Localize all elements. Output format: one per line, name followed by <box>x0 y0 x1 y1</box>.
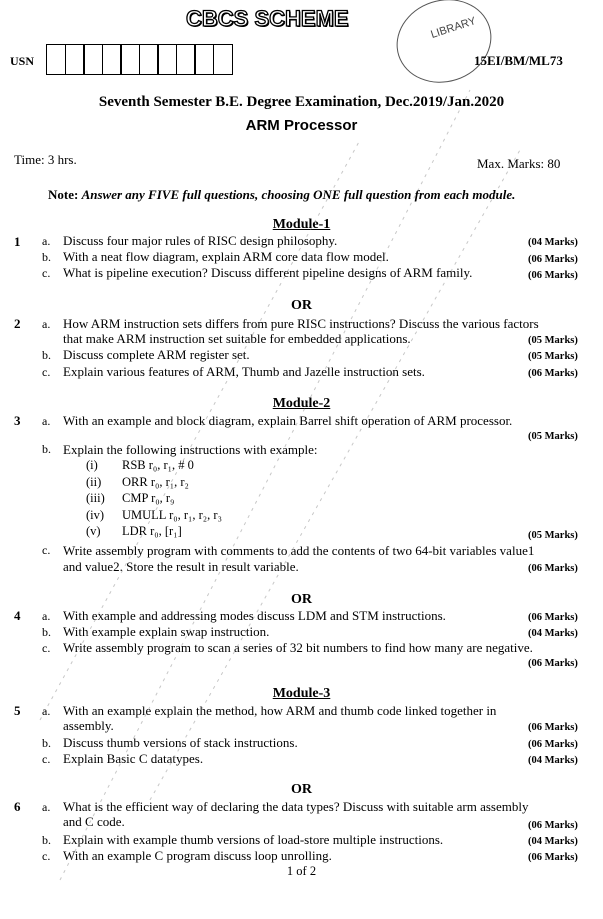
question-text: What is pipeline execution? Discuss different pipeline designs of ARM family. <box>63 265 473 280</box>
part-label: c. <box>42 752 51 766</box>
question-text: Discuss complete ARM register set. <box>63 347 250 362</box>
sub-item-instruction: RSB r₀, r₁, # 0 <box>122 458 194 472</box>
marks: (05 Marks) <box>528 530 578 541</box>
question-text: What is the efficient way of declaring the data types? Discuss with suitable arm assembly <box>63 799 529 814</box>
module-3-heading: Module-3 <box>272 686 331 701</box>
sub-item-instruction: LDR r₀, [r₁] <box>122 524 182 538</box>
marks: (04 Marks) <box>528 237 578 248</box>
page-number: 1 of 2 <box>286 864 317 878</box>
question-number: 3 <box>14 413 21 428</box>
question-text: Write assembly program with comments to add the contents of two 64-bit variables value1 <box>63 543 535 558</box>
sub-item-label: (ii) <box>86 475 102 489</box>
part-label: c. <box>42 849 51 863</box>
marks: (06 Marks) <box>528 658 578 669</box>
cbcs-scheme-banner: CBCS SCHEME <box>186 6 349 31</box>
usn-box <box>120 44 140 75</box>
question-text: Explain with example thumb versions of load-store multiple instructions. <box>63 832 444 847</box>
part-label: c. <box>42 543 51 557</box>
or-divider: OR <box>291 592 312 607</box>
instructions-note <box>48 187 515 203</box>
marks: (05 Marks) <box>528 351 578 362</box>
module-2-heading: Module-2 <box>272 396 331 411</box>
or-divider: OR <box>291 782 312 797</box>
question-text: Write assembly program to scan a series of 32 bit numbers to find how many are negative. <box>63 640 533 655</box>
question-number: 4 <box>14 608 21 623</box>
usn-box <box>102 44 122 75</box>
sub-item-instruction: CMP r₀, r₉ <box>122 491 175 505</box>
part-label: c. <box>42 266 51 280</box>
part-label: a. <box>42 704 51 718</box>
part-label: c. <box>42 641 51 655</box>
question-text: With an example and block diagram, explain Barrel shift operation of ARM processor. <box>63 413 513 428</box>
module-1-heading: Module-1 <box>272 217 331 232</box>
usn-box <box>176 44 196 75</box>
usn-label: USN <box>10 54 35 68</box>
marks: (04 Marks) <box>528 628 578 639</box>
usn-box <box>213 44 233 75</box>
question-text: With example and addressing modes discuss LDM and STM instructions. <box>63 608 446 623</box>
question-text: Discuss four major rules of RISC design philosophy. <box>63 233 338 248</box>
sub-item-label: (i) <box>86 458 98 472</box>
sub-item-label: (iii) <box>86 491 105 505</box>
library-stamp-text: LIBRARY <box>429 15 478 41</box>
time-allowed: Time: 3 hrs. <box>14 152 77 167</box>
marks: (04 Marks) <box>528 836 578 847</box>
question-text: With an example C program discuss loop unrolling. <box>63 848 332 863</box>
library-stamp <box>386 0 503 95</box>
question-text-cont: that make ARM instruction set suitable for embedded applications. <box>63 331 411 346</box>
question-number: 5 <box>14 703 21 718</box>
max-marks: Max. Marks: 80 <box>477 156 561 171</box>
question-text: How ARM instruction sets differs from pure RISC instructions? Discuss the various factors <box>63 316 539 331</box>
question-text: With a neat flow diagram, explain ARM core data flow model. <box>63 249 389 264</box>
part-label: b. <box>42 625 51 639</box>
question-text: With an example explain the method, how ARM and thumb code linked together in <box>63 703 497 718</box>
marks: (06 Marks) <box>528 820 578 831</box>
marks: (06 Marks) <box>528 852 578 863</box>
part-label: a. <box>42 414 51 428</box>
part-label: c. <box>42 365 51 379</box>
question-text: Discuss thumb versions of stack instructions. <box>63 735 298 750</box>
sub-item-label: (iv) <box>86 508 105 522</box>
part-label: a. <box>42 317 51 331</box>
usn-boxes <box>46 44 231 75</box>
subject-title: ARM Processor <box>245 117 358 134</box>
marks: (06 Marks) <box>528 270 578 281</box>
note-text: Answer any FIVE full questions, choosing ONE full question from each module. <box>81 187 516 202</box>
marks: (05 Marks) <box>528 431 578 442</box>
note-label: Note: <box>48 187 79 202</box>
question-number: 2 <box>14 316 21 331</box>
paper-code: 15EI/BM/ML73 <box>474 53 563 68</box>
usn-box <box>194 44 214 75</box>
or-divider: OR <box>291 298 312 313</box>
marks: (06 Marks) <box>528 722 578 733</box>
part-label: a. <box>42 800 51 814</box>
question-text-cont: and C code. <box>63 814 125 829</box>
part-label: b. <box>42 833 51 847</box>
usn-box <box>139 44 159 75</box>
sub-item-instruction: ORR r₀, r₁, r₂ <box>122 475 189 489</box>
question-text: Explain Basic C datatypes. <box>63 751 204 766</box>
question-text: Explain the following instructions with example: <box>63 442 318 457</box>
part-label: b. <box>42 442 51 456</box>
part-label: b. <box>42 736 51 750</box>
marks: (06 Marks) <box>528 612 578 623</box>
question-text-cont: and value2. Store the result in result variable. <box>63 559 299 574</box>
part-label: b. <box>42 348 51 362</box>
marks: (06 Marks) <box>528 368 578 379</box>
usn-box <box>83 44 103 75</box>
marks: (06 Marks) <box>528 254 578 265</box>
usn-box <box>46 44 66 75</box>
marks: (04 Marks) <box>528 755 578 766</box>
sub-item-label: (v) <box>86 524 101 538</box>
question-text: With example explain swap instruction. <box>63 624 270 639</box>
usn-box <box>65 44 85 75</box>
question-text-cont: assembly. <box>63 718 114 733</box>
question-text: Explain various features of ARM, Thumb and Jazelle instruction sets. <box>63 364 425 379</box>
question-number: 1 <box>14 234 21 249</box>
marks: (05 Marks) <box>528 335 578 346</box>
part-label: b. <box>42 250 51 264</box>
part-label: a. <box>42 234 51 248</box>
part-label: a. <box>42 609 51 623</box>
sub-item-instruction: UMULL r₀, r₁, r₂, r₃ <box>122 508 222 522</box>
usn-box <box>157 44 177 75</box>
exam-title: Seventh Semester B.E. Degree Examination, Dec.2019/Jan.2020 <box>98 94 505 110</box>
marks: (06 Marks) <box>528 739 578 750</box>
question-number: 6 <box>14 799 21 814</box>
marks: (06 Marks) <box>528 563 578 574</box>
